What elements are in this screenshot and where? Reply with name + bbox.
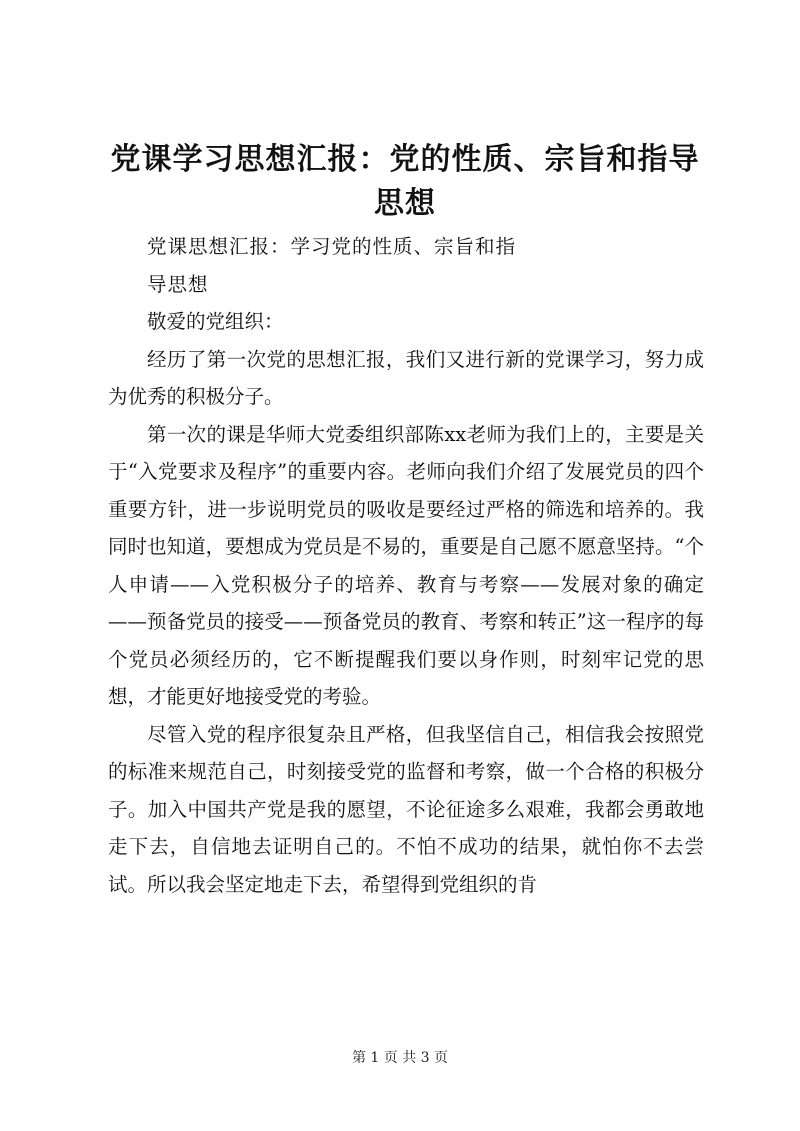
paragraph: 经历了第一次党的思想汇报，我们又进行新的党课学习，努力成为优秀的积极分子。 xyxy=(108,347,704,408)
page-footer: 第 1 页 共 3 页 xyxy=(351,1050,449,1066)
paragraph: 尽管入党的程序很复杂且严格，但我坚信自己，相信我会按照党的标准来规范自己，时刻接受党的监督和考察，做一个合格的积极分子。加入中国共产党是我的愿望，不论征途多么艰难，我都会勇敢地走下去，自信地去证明自己的。不怕不成功的结果，就怕你不去尝试。所以我会坚定地走下去，希望得到党组织的肯 xyxy=(108,722,704,896)
subtitle-line-1: 党课思想汇报：学习党的性质、宗旨和指 xyxy=(147,235,517,258)
document-body xyxy=(108,228,704,903)
salutation: 敬爱的党组织： xyxy=(147,310,284,333)
subtitle-line-2: 导思想 xyxy=(147,272,209,296)
paragraph: 第一次的课是华师大党委组织部陈xx老师为我们上的，主要是关于“入党要求及程序”的重要内容。老师向我们介绍了发展党员的四个重要方针，进一步说明党员的吸收是要经过严格的筛选和培养的。我同时也知道，要想成为党员是不易的，重要是自己愿不愿意坚持。“个人申请——入党积极分子的培养、教育与考察——发展对象的确定——预备党员的接受——预备党员的教育、考察和转正”这一程序的每个党员必须经历的，它不断提醒我们要以身作则，时刻牢记党的思想，才能更好地接受党的考验。 xyxy=(108,422,704,708)
document-title: 党课学习思想汇报：党的性质、宗旨和指导思想 xyxy=(110,142,700,221)
